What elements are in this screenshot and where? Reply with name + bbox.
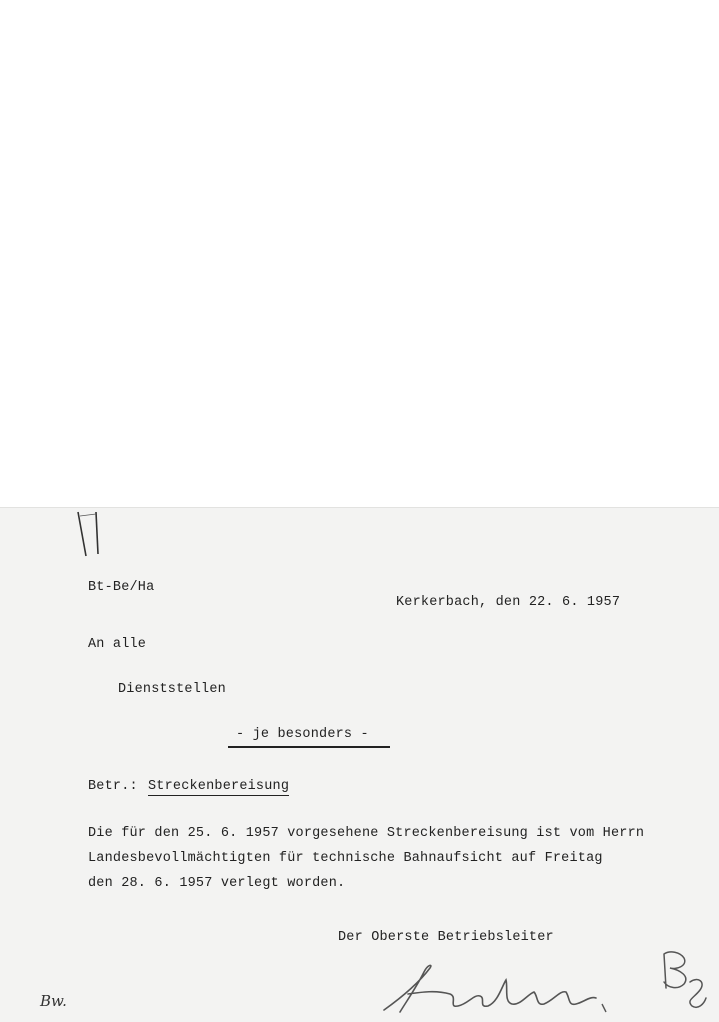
body-line-3: den 28. 6. 1957 verlegt worden.: [88, 876, 346, 891]
subject-label: Betr.:: [88, 779, 138, 794]
staple-mark: [74, 510, 108, 560]
reference-code: Bt-Be/Ha: [88, 580, 155, 595]
handwritten-initials: [650, 948, 712, 1014]
recipient-line-1: An alle: [88, 637, 147, 652]
body-line-2: Landesbevollmächtigten für technische Bahnaufsicht auf Freitag: [88, 851, 603, 866]
place-date: Kerkerbach, den 22. 6. 1957: [396, 595, 621, 610]
signatory-title: Der Oberste Betriebsleiter: [338, 930, 554, 945]
initials-bottom-left: Bw.: [40, 992, 67, 1010]
subject-text: Streckenbereisung: [148, 779, 290, 794]
handwritten-signature: [378, 950, 678, 1020]
recipient-line-2: Dienststellen: [118, 682, 226, 697]
distribution-underline: [228, 746, 390, 748]
distribution-note: - je besonders -: [236, 727, 369, 742]
body-line-1: Die für den 25. 6. 1957 vorgesehene Streckenbereisung ist vom Herrn: [88, 826, 645, 841]
